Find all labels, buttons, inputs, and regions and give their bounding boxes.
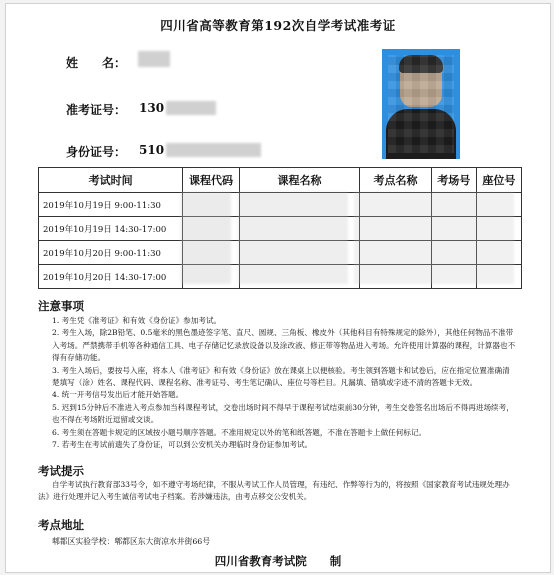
- note-item: 1. 考生凭《准考证》和有效《身份证》参加考试。: [52, 316, 222, 325]
- admission-ticket: [5, 3, 551, 573]
- id-card-label: 身份证号：: [66, 145, 127, 159]
- header-room-number: 考场号: [431, 168, 476, 193]
- table-header-row: [39, 168, 522, 193]
- exam-time-cell: 2019年10月20日 14:30-17:00: [39, 265, 183, 289]
- address-text: 郫都区实验学校：郫都区东大街凉水井街66号: [52, 537, 211, 546]
- header-course-name: 课程名称: [239, 168, 360, 193]
- redacted-name: [138, 51, 170, 67]
- ticket-number-label: 准考证号：: [66, 103, 127, 117]
- redacted-id-card: [166, 143, 261, 157]
- ticket-number-value: 130: [139, 101, 165, 115]
- note-item: 6. 考生须在答题卡规定的区域按小题号顺序答题。不准用规定以外的笔和纸答题，不准在答题卡上做任何标记。: [52, 427, 427, 437]
- note-item: 3. 考生入场后，要按号入座，将本人《准考证》和有效《身份证》放在课桌上以便核验。考生领到答题卡和试卷后，应在指定位置准确清楚填写（涂）姓名、课程代码、课程名称、准考证号、考生笔记确认、座位号等栏目。凡漏填、错填或字迹不清的答题卡无效。: [52, 365, 510, 388]
- exam-time-cell: 2019年10月19日 9:00-11:30: [39, 193, 183, 217]
- note-item: 7. 若考生在考试前遗失了身份证，可以到公安机关办理临时身份证参加考试。: [52, 440, 313, 450]
- issuer-footer: 四川省教育考试院 制: [214, 554, 342, 568]
- exam-time-cell: 2019年10月19日 14:30-17:00: [39, 217, 183, 241]
- tips-text: 自学考试执行教育部33号令，如不遵守考场纪律，不服从考试工作人员管理，有违纪、作弊等行为的，将按照《国家教育考试违规处理办法》进行处理并记入考生诚信考试电子档案。若涉嫌违法，由考点移交公安机关。: [38, 480, 510, 502]
- note-item: 2. 考生入场，除2B铅笔、0.5毫米的黑色墨迹签字笔、直尺、圆规、三角板、橡皮外（其他科目有特殊规定的除外），其他任何物品不准带入考场。严禁携带手机等各种通信工具、电子存储记忆录放设备以及涂改液、修正带等物品进入考场。允许使用计算器的课程，计算器也不得有存储功能。: [52, 328, 516, 363]
- exam-time-cell: 2019年10月20日 9:00-11:30: [39, 241, 183, 265]
- tips-heading: 考试提示: [38, 464, 84, 478]
- address-heading: 考点地址: [38, 518, 84, 532]
- document-title: 四川省高等教育第192次自学考试准考证: [160, 18, 396, 33]
- notes-heading: 注意事项: [38, 299, 84, 313]
- redacted-course-codes: [181, 192, 231, 284]
- id-card-value: 510: [139, 143, 165, 157]
- redacted-site-room-seat: [354, 192, 514, 284]
- redacted-course-names: [238, 192, 348, 284]
- notes-list: [38, 315, 516, 451]
- header-site-name: 考点名称: [360, 168, 432, 193]
- note-item: 5. 迟到15分钟后不准进入考点参加当科课程考试，交卷出场时间不得早于课程考试结束前30分钟，考生交卷签名出场后不得再进场续考，也不得在考场附近逗留或交谈。: [52, 402, 514, 425]
- header-seat-number: 座位号: [476, 168, 521, 193]
- header-course-code: 课程代码: [183, 168, 239, 193]
- redacted-ticket-number: [166, 101, 216, 115]
- note-item: 4. 统一开考信号发出后才能开始答题。: [52, 390, 184, 400]
- candidate-photo: [382, 49, 460, 159]
- header-exam-time: 考试时间: [39, 168, 183, 193]
- name-label: 姓 名：: [66, 56, 127, 70]
